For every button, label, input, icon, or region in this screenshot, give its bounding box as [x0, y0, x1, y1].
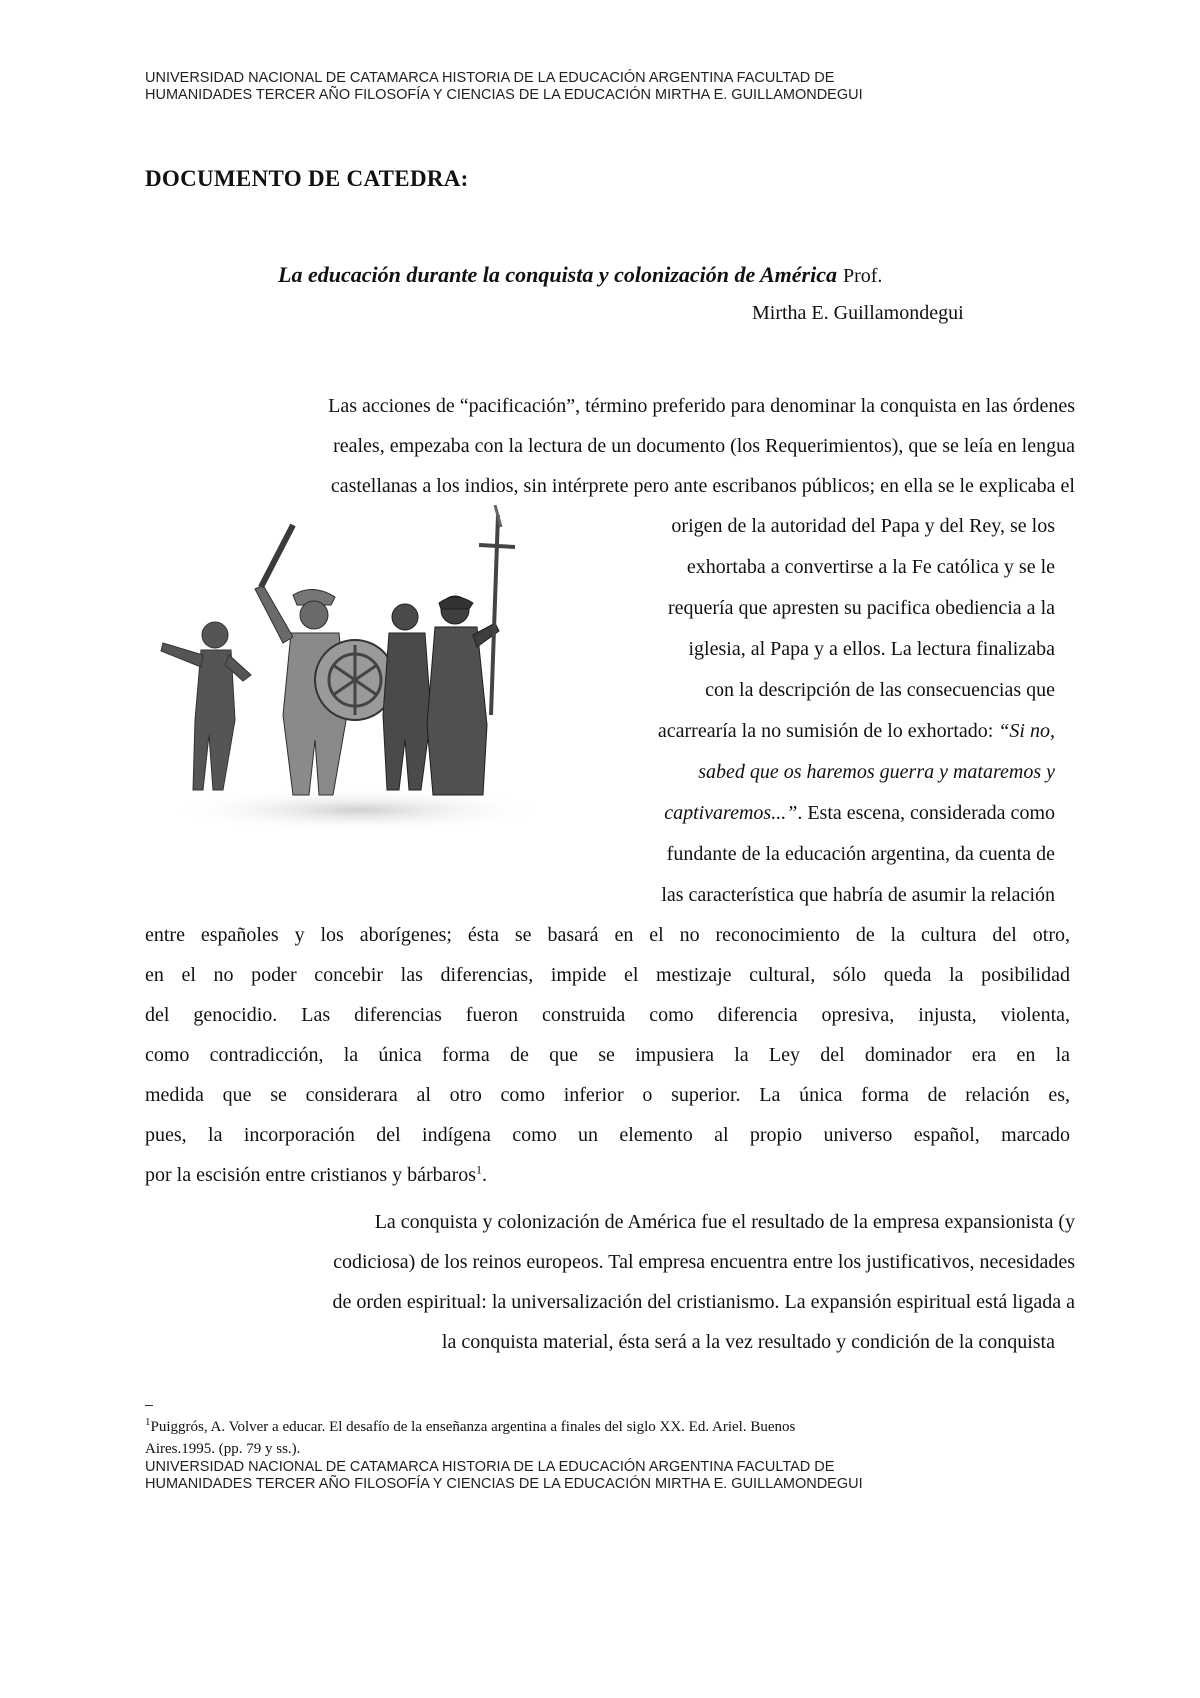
title-prof: Prof.: [842, 265, 883, 287]
body-line: [560, 801, 1055, 825]
body-line: La conquista y colonización de América fue el resultado de la empresa expansionista (y: [374, 1211, 1075, 1233]
author-name: Mirtha E. Guillamondegui: [752, 302, 964, 324]
footnote-text: Puiggrós, A. Volver a educar. El desafío de la enseñanza argentina a finales del siglo XX. Ed. Ariel. Buenos: [150, 1419, 796, 1435]
page-footer: [145, 1459, 1075, 1493]
body-line: las característica que habría de asumir la relación: [661, 884, 1055, 906]
body-line: origen de la autoridad del Papa y del Rey, se los: [671, 515, 1055, 537]
document-title: La educación durante la conquista y colonización de América: [278, 262, 837, 287]
body-line: fundante de la educación argentina, da cuenta de: [666, 843, 1055, 865]
body-line: exhortaba a convertirse a la Fe católica y se le: [686, 556, 1055, 578]
conquistadors-illustration: [143, 505, 563, 835]
body-line: en el no poder concebir las diferencias, impide el mestizaje cultural, sólo queda la posibilidad: [145, 964, 1070, 986]
shield-icon: [315, 640, 395, 720]
body-line: requería que apresten su pacifica obediencia a la: [667, 597, 1055, 619]
footnote-rule: [145, 1405, 153, 1406]
body-line: reales, empezaba con la lectura de un documento (los Requerimientos), que se leía en lengua: [333, 435, 1075, 457]
body-line: como contradicción, la única forma de que se impusiera la Ley del dominador era en la: [145, 1044, 1070, 1066]
quote-text: “Si no,: [998, 720, 1055, 742]
body-line: de orden espiritual: la universalización del cristianismo. La expansión espiritual está ligada a: [332, 1291, 1075, 1313]
body-line: [560, 719, 1055, 743]
quote-text: captivaremos...”: [664, 802, 798, 824]
footnote-number: 1: [145, 1416, 151, 1428]
footnote: [145, 1418, 1045, 1436]
document-label: DOCUMENTO DE CATEDRA:: [145, 166, 469, 191]
cross-staff-icon: [479, 505, 515, 715]
title-line: [278, 262, 882, 288]
body-line: codiciosa) de los reinos europeos. Tal empresa encuentra entre los justificativos, necesidades: [333, 1251, 1075, 1273]
header-line-1: UNIVERSIDAD NACIONAL DE CATAMARCA HISTORIA DE LA EDUCACIÓN ARGENTINA FACULTAD DE: [145, 70, 835, 86]
body-line: iglesia, al Papa y a ellos. La lectura finalizaba: [688, 638, 1055, 660]
body-line: Las acciones de “pacificación”, término preferido para denominar la conquista en las órdenes: [328, 395, 1075, 417]
body-line: castellanas a los indios, sin intérprete pero ante escribanos públicos; en ella se le explicaba el: [330, 475, 1075, 497]
body-line: [145, 1163, 487, 1187]
footnote-ref[interactable]: 1: [476, 1162, 483, 1177]
body-text: acarrearía la no sumisión de lo exhortado:: [657, 720, 999, 742]
quote-line: sabed que os haremos guerra y mataremos y: [698, 761, 1055, 783]
body-line: entre españoles y los aborígenes; ésta se basará en el no reconocimiento de la cultura del otro,: [145, 924, 1070, 946]
page-header: [145, 70, 1075, 104]
body-line: medida que se considerara al otro como inferior o superior. La única forma de relación es,: [145, 1084, 1070, 1106]
footer-line-2: HUMANIDADES TERCER AÑO FILOSOFÍA Y CIENCIAS DE LA EDUCACIÓN MIRTHA E. GUILLAMONDEGUI: [145, 1476, 863, 1492]
body-line: del genocidio. Las diferencias fueron construida como diferencia opresiva, injusta, violenta,: [145, 1004, 1070, 1026]
body-text: . Esta escena, considerada como: [797, 802, 1055, 824]
body-text: por la escisión entre cristianos y bárbaros: [145, 1164, 477, 1186]
footer-line-1: UNIVERSIDAD NACIONAL DE CATAMARCA HISTORIA DE LA EDUCACIÓN ARGENTINA FACULTAD DE: [145, 1459, 835, 1475]
body-text: .: [482, 1164, 488, 1186]
footnote-cont: Aires.1995. (pp. 79 y ss.).: [145, 1441, 301, 1457]
header-line-2: HUMANIDADES TERCER AÑO FILOSOFÍA Y CIENCIAS DE LA EDUCACIÓN MIRTHA E. GUILLAMONDEGUI: [145, 87, 863, 103]
body-line: pues, la incorporación del indígena como un elemento al propio universo español, marcado: [145, 1124, 1070, 1146]
body-line: con la descripción de las consecuencias que: [705, 679, 1055, 701]
body-line: la conquista material, ésta será a la vez resultado y condición de la conquista: [441, 1331, 1055, 1353]
